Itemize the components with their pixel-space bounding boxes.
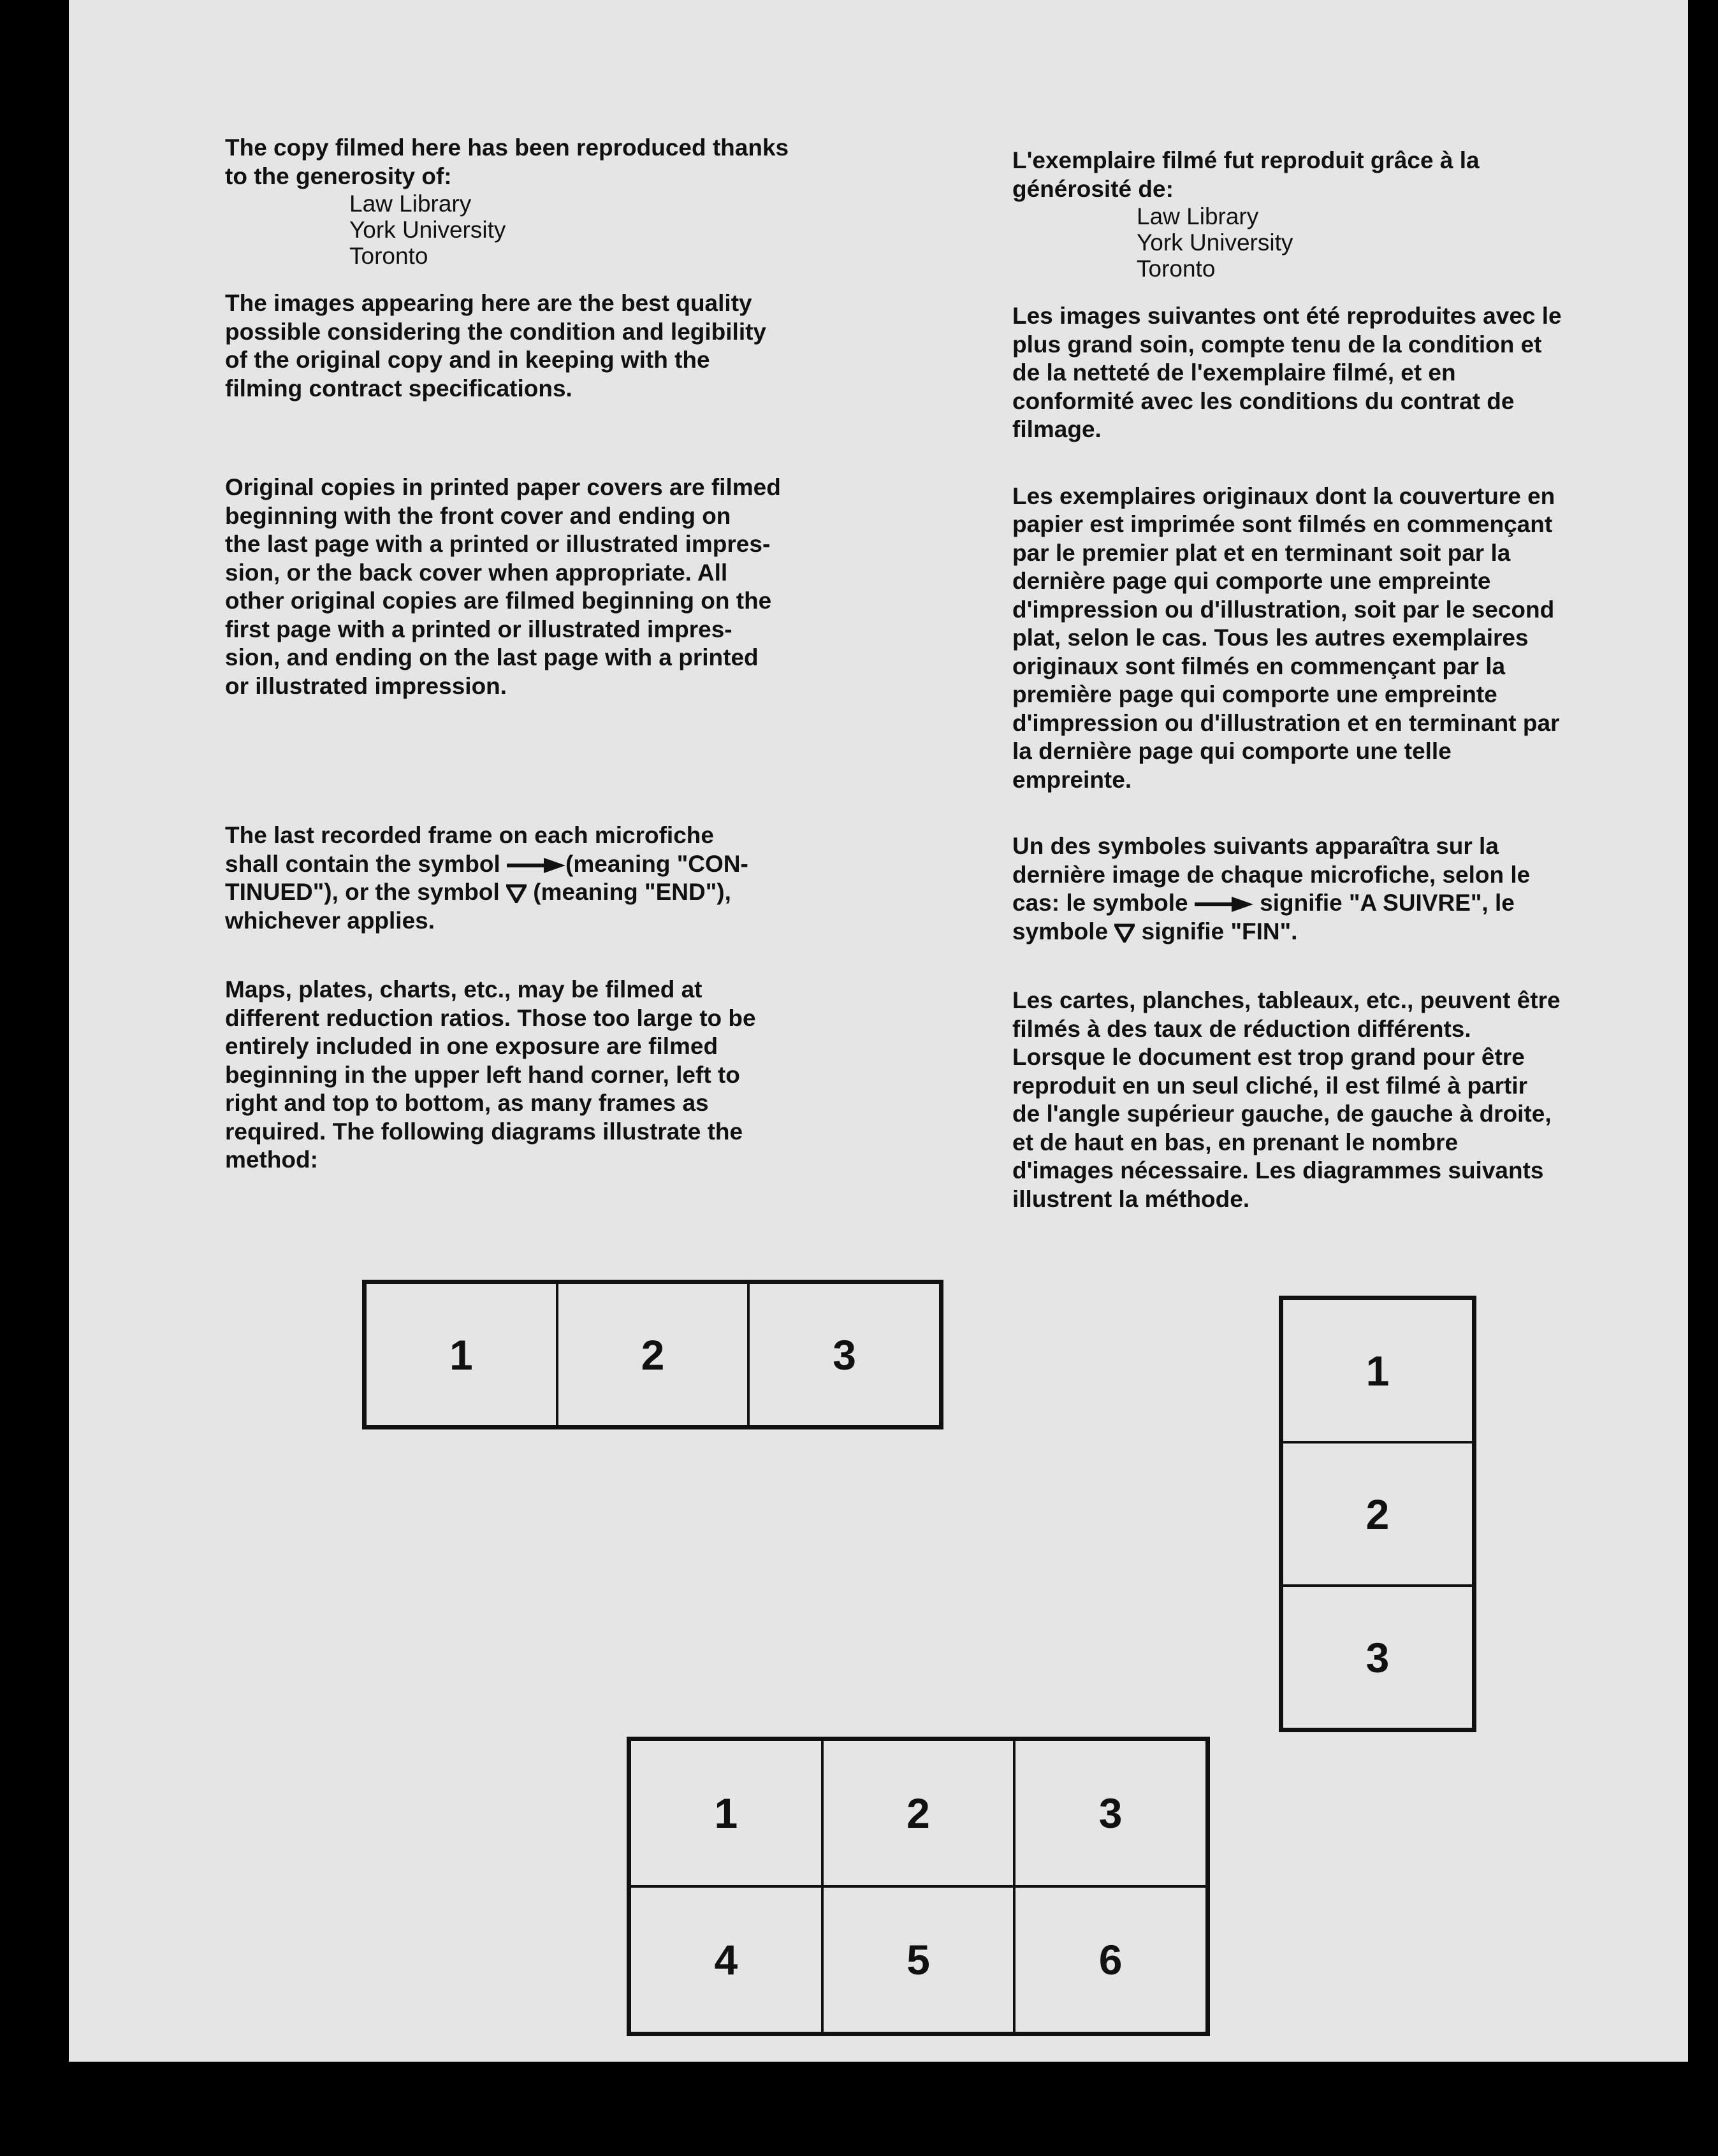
english-symbols-text-b: (meaning "CON- TINUED"), or the symbol	[225, 850, 748, 905]
english-column	[225, 134, 952, 1175]
english-maps-note: Maps, plates, charts, etc., may be filmed at different reduction ratios. Those too large to be entirely included in one exposure are filmed beginning in the upper left hand corner, left to right and top to bottom, as many frames as required. The following diagrams illustrate the method:	[225, 976, 756, 1173]
diagram-frame: 2	[557, 1283, 749, 1426]
english-original-copies: Original copies in printed paper covers are filmed beginning with the front cover and ending on the last page with a printed or illustrated impres- sion, or the back cover when appropriate. All other original copies are filmed beginning on the first page with a printed or illustrated impres- sion, and ending on the last page with a printed or illustrated impression.	[225, 474, 781, 699]
triangle-down-icon	[1114, 923, 1135, 943]
french-acknowledgement: L'exemplaire filmé fut reproduit grâce à la générosité de:	[1012, 147, 1480, 202]
english-acknowledgement: The copy filmed here has been reproduced thanks to the generosity of:	[225, 134, 789, 189]
diagram-frame: 2	[822, 1740, 1015, 1886]
arrow-icon	[507, 857, 565, 874]
french-symbols-note	[1012, 832, 1714, 946]
document-page	[69, 0, 1688, 2062]
french-column	[1012, 147, 1714, 1213]
french-symbols-text-a: Un des symboles suivants apparaîtra sur la dernière image de chaque microfiche, selon le cas: le symbole	[1012, 833, 1531, 916]
french-quality-note: Les images suivantes ont été reproduites avec le plus grand soin, compte tenu de la condition et de la netteté de l'exemplaire filmé, et en conformité avec les conditions du contrat de filmage.	[1012, 303, 1562, 442]
french-maps-note: Les cartes, planches, tableaux, etc., peuvent être filmés à des taux de réduction différents. Lorsque le document est trop grand pour être reproduit en un seul cliché, il est filmé à partir de l'angle supérieur gauche, de gauche à droite, et de haut en bas, en prenant le nombre d'images nécessaire. Les diagrammes suivants illustrent la méthode.	[1012, 987, 1561, 1212]
triangle-down-icon	[506, 884, 527, 903]
diagram-grid	[627, 1737, 1210, 2036]
diagram-frame: 2	[1282, 1442, 1473, 1586]
arrow-icon	[1195, 895, 1253, 913]
diagram-frame: 3	[1014, 1740, 1207, 1886]
french-library: Law Library York University Toronto	[1137, 203, 1293, 282]
diagram-frame: 1	[1282, 1299, 1473, 1442]
diagram-frame: 6	[1014, 1886, 1207, 2033]
french-symbols-text-c: signifie "FIN".	[1135, 918, 1298, 944]
diagram-horizontal	[362, 1280, 943, 1429]
diagram-frame: 1	[630, 1740, 822, 1886]
english-library: Law Library York University Toronto	[349, 191, 506, 269]
diagram-frame: 3	[748, 1283, 940, 1426]
diagram-frame: 4	[630, 1886, 822, 2033]
english-quality-note: The images appearing here are the best quality possible considering the condition and legibility of the original copy and in keeping with the filming contract specifications.	[225, 290, 767, 402]
english-symbols-text-a: The last recorded frame on each microfiche shall contain the symbol	[225, 822, 714, 877]
diagram-vertical	[1279, 1296, 1476, 1732]
diagram-frame: 5	[822, 1886, 1015, 2033]
diagram-frame: 3	[1282, 1586, 1473, 1729]
french-original-copies: Les exemplaires originaux dont la couverture en papier est imprimée sont filmés en commençant par le premier plat et en terminant soit par la dernière page qui comporte une empreinte d'impression ou d'illustration, soit par le second plat, selon le cas. Tous les autres exemplaires originaux sont filmés en commençant par la première page qui comporte une empreinte d'impression ou d'illustration et en terminant par la dernière page qui comporte une telle empreinte.	[1012, 482, 1560, 793]
french-symbols-text-b: signifie "A SUIVRE", le symbole	[1012, 890, 1515, 944]
diagram-frame: 1	[365, 1283, 557, 1426]
english-symbols-note	[225, 821, 952, 935]
english-symbols-text-c: (meaning "END"), whichever applies.	[225, 879, 731, 934]
